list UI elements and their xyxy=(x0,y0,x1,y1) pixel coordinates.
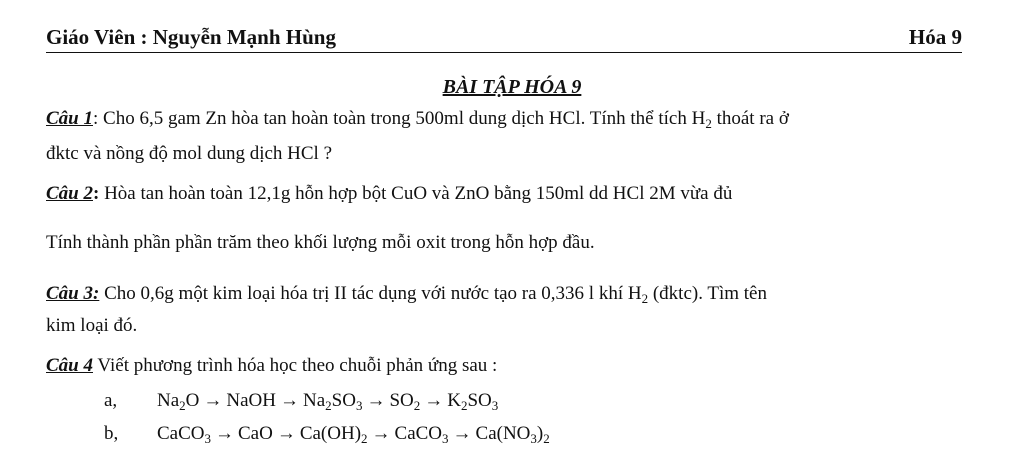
arrow-icon: → xyxy=(276,423,296,444)
arrow-icon: → xyxy=(215,423,234,444)
subscript: 2 xyxy=(179,398,186,413)
formula: K xyxy=(447,390,461,411)
subscript: 3 xyxy=(491,398,499,413)
formula: SO xyxy=(389,390,414,411)
formula: Na xyxy=(303,390,326,411)
question-2-colon: : xyxy=(93,183,100,204)
question-1-text: : Cho 6,5 gam Zn hòa tan hoàn toàn trong 500ml dung dịch HCl. Tính thể tích H xyxy=(93,108,706,129)
formula: O xyxy=(185,390,200,411)
formula: NaOH xyxy=(226,390,276,411)
arrow-icon: → xyxy=(203,390,223,411)
question-4-text: Viết phương trình hóa học theo chuỗi phản ứng sau : xyxy=(93,355,498,376)
arrow-icon: → xyxy=(424,390,444,411)
arrow-icon: → xyxy=(371,423,391,444)
question-2-line-1 xyxy=(46,183,732,205)
arrow-icon: → xyxy=(452,423,472,444)
subscript: 2 xyxy=(705,116,712,131)
formula: SO xyxy=(467,390,492,411)
subscript: 3 xyxy=(530,431,537,446)
subscript: 2 xyxy=(460,398,468,413)
reaction-chain-b xyxy=(157,423,550,445)
question-4-label: Câu 4 xyxy=(46,355,93,376)
subject-label: Hóa 9 xyxy=(908,25,962,49)
formula: Na xyxy=(157,390,180,411)
teacher-name: Giáo Viên : Nguyễn Mạnh Hùng xyxy=(46,25,336,49)
question-2-line-2: Tính thành phần phần trăm theo khối lượng mỗi oxit trong hỗn hợp đầu. xyxy=(46,232,595,253)
arrow-icon: → xyxy=(280,390,299,411)
question-1-label: Câu 1 xyxy=(46,108,93,129)
formula: SO xyxy=(331,390,356,411)
chain-a-label: a, xyxy=(104,390,118,411)
question-2-text: Hòa tan hoàn toàn 12,1g hỗn hợp bột CuO và ZnO bằng 150ml dd HCl 2M vừa đủ xyxy=(99,183,733,204)
question-1-line-1 xyxy=(46,108,789,130)
arrow-icon: → xyxy=(366,390,386,411)
formula: CaCO xyxy=(394,423,443,444)
subscript: 2 xyxy=(543,431,550,446)
formula: ) xyxy=(536,423,544,444)
question-3-line-2: kim loại đó. xyxy=(46,315,138,336)
question-1-text-end: thoát ra ở xyxy=(711,108,789,129)
formula: CaCO xyxy=(157,423,205,444)
subscript: 3 xyxy=(442,431,449,446)
formula: Ca(OH) xyxy=(299,423,362,444)
page-header xyxy=(46,24,962,53)
question-1-line-2: đktc và nồng độ mol dung dịch HCl ? xyxy=(46,143,333,164)
question-3-text-end: (đktc). Tìm tên xyxy=(648,283,767,304)
subscript: 3 xyxy=(355,398,363,413)
question-3-text: Cho 0,6g một kim loại hóa trị II tác dụng với nước tạo ra 0,336 l khí H xyxy=(99,283,642,304)
question-3-line-1 xyxy=(46,283,767,305)
page-title: BÀI TẬP HÓA 9 xyxy=(442,76,582,98)
subscript: 2 xyxy=(641,291,649,306)
subscript: 2 xyxy=(325,398,332,413)
question-3-label: Câu 3: xyxy=(46,283,100,304)
formula: Ca(NO xyxy=(475,423,531,444)
subscript: 2 xyxy=(361,431,368,446)
subscript: 3 xyxy=(204,431,211,446)
question-2-label: Câu 2 xyxy=(46,183,93,204)
subscript: 2 xyxy=(413,398,421,413)
formula: CaO xyxy=(238,423,273,444)
question-4-line xyxy=(46,355,497,377)
reaction-chain-a xyxy=(157,390,498,412)
chain-b-label: b, xyxy=(104,423,119,444)
